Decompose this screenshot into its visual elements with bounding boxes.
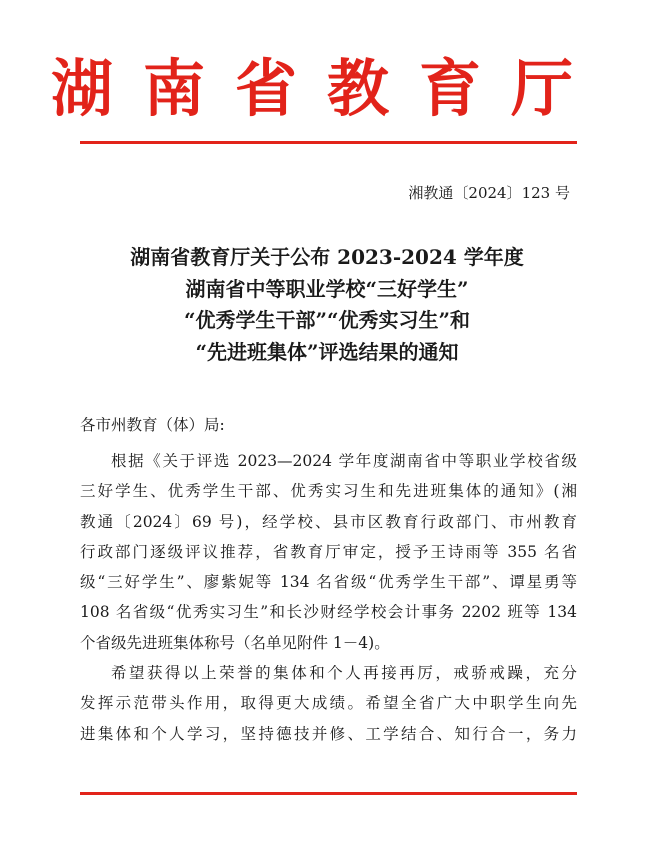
issuing-organization-header: 湖南省教育厅 [50,52,603,125]
body-line: 教通〔2024〕69 号)，经学校、县市区教育行政部门、市州教育 [80,512,577,531]
document-body [80,446,577,749]
body-line: 三好学生、优秀学生干部、优秀实习生和先进班集体的通知》(湘 [80,482,577,501]
body-line: 108 名省级“优秀实习生”和长沙财经学校会计事务 2202 班等 134 [80,603,577,622]
document-number: 湘教通〔2024〕123 号 [408,184,570,202]
title-line: 湖南省中等职业学校“三好学生” [185,276,469,301]
body-line: 进集体和个人学习，坚持德技并修、工学结合、知行合一，务力 [80,724,577,743]
header-divider-line [80,141,577,144]
body-line: 级“三好学生”、廖紫妮等 134 名省级“优秀学生干部”、谭星勇等 [80,573,577,592]
title-line: 湖南省教育厅关于公布 2023-2024 学年度 [130,245,524,269]
body-line: 行政部门逐级评议推荐，省教育厅审定，授予王诗雨等 355 名省 [80,542,577,561]
title-line: “优秀学生干部”“优秀实习生”和 [183,308,470,332]
salutation: 各市州教育（体）局: [80,416,225,434]
body-line: 根据《关于评选 2023—2024 学年度湖南省中等职业学校省级 [111,452,577,470]
footer-divider-line [80,792,577,795]
body-line: 发挥示范带头作用，取得更大成绩。希望全省广大中职学生向先 [80,694,577,713]
title-line: “先进班集体”评选结果的通知 [195,339,459,364]
document-title [0,242,654,368]
body-line: 希望获得以上荣誉的集体和个人再接再厉，戒骄戒躁，充分 [111,664,577,683]
body-line: 个省级先进班集体称号（名单见附件 1－4)。 [80,633,390,652]
